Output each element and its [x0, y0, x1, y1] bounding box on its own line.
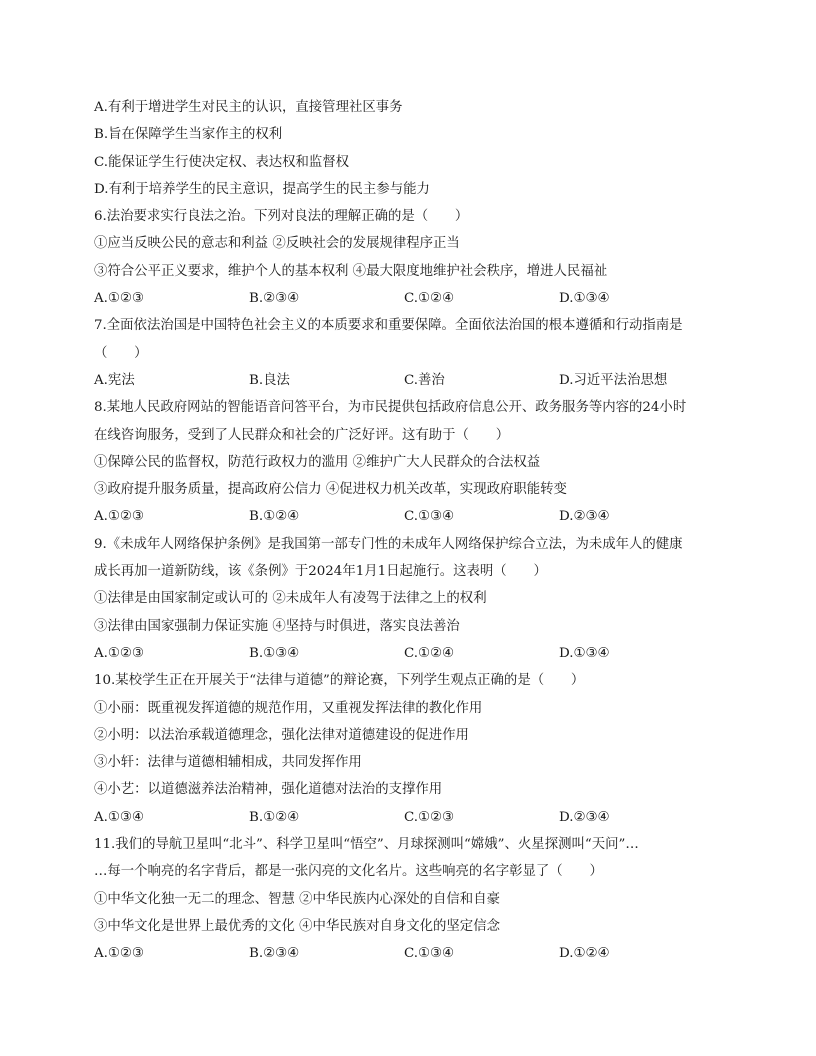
text-line: A.有利于增进学生对民主的认识，直接管理社区事务: [94, 100, 403, 115]
text-line: C.能保证学生行使决定权、表达权和监督权: [94, 154, 350, 170]
text-line: …每一个响亮的名字背后，都是一张闪亮的文化名片。这些响亮的名字彰显了（ ）: [94, 864, 603, 880]
text-line: D.有利于培养学生的民主意识，提高学生的民主参与能力: [94, 181, 430, 197]
answer-option: C.①②③: [404, 809, 455, 825]
answer-option: C.①③④: [404, 946, 455, 962]
answer-option: D.习近平法治思想: [559, 372, 668, 388]
text-line: 11.我们的导航卫星叫“北斗”、科学卫星叫“悟空”、月球探测叫“嫦娥”、火星探测叫“天问”…: [94, 837, 639, 853]
answer-option: D.①②④: [559, 946, 610, 962]
answer-option: B.①②④: [249, 809, 300, 825]
text-line: 7.全面依法治国是中国特色社会主义的本质要求和重要保障。全面依法治国的根本遵循和行动指南是: [94, 318, 683, 334]
answer-option: B.②③④: [249, 946, 300, 962]
text-line: （ ）: [94, 345, 148, 361]
answer-option: A.①②③: [94, 645, 144, 661]
answer-options-row: [94, 367, 724, 394]
answer-option: A.①②③: [94, 946, 144, 962]
answer-option: D.②③④: [559, 509, 610, 525]
text-line: ①小丽：既重视发挥道德的规范作用，又重视发挥法律的教化作用: [94, 700, 483, 716]
answer-option: C.①②④: [404, 291, 455, 307]
answer-option: B.①③④: [249, 645, 300, 661]
text-line: 9.《未成年人网络保护条例》是我国第一部专门性的未成年人网络保护综合立法，为未成年人的健康: [94, 536, 683, 552]
text-line: ③法律由国家强制力保证实施 ④坚持与时俱进，落实良法善治: [94, 618, 460, 634]
text-line: ②小明：以法治承载道德理念，强化法律对道德建设的促进作用: [94, 727, 469, 743]
text-line: ①法律是由国家制定或认可的 ②未成年人有凌驾于法律之上的权利: [94, 591, 487, 607]
text-line: ③政府提升服务质量，提高政府公信力 ④促进权力机关改革，实现政府职能转变: [94, 482, 567, 498]
text-line: 10.某校学生正在开展关于“法律与道德”的辩论赛，下列学生观点正确的是（ ）: [94, 673, 585, 689]
answer-option: A.①②③: [94, 509, 144, 525]
text-line: ④小艺：以道德滋养法治精神，强化道德对法治的支撑作用: [94, 782, 443, 798]
text-line: 6.法治要求实行良法之治。下列对良法的理解正确的是（ ）: [94, 209, 469, 225]
text-line: ①保障公民的监督权，防范行政权力的滥用 ②维护广大人民群众的合法权益: [94, 454, 541, 470]
answer-option: D.①③④: [559, 645, 610, 661]
text-line: ③小轩：法律与道德相辅相成，共同发挥作用: [94, 755, 362, 771]
answer-option: B.良法: [249, 372, 290, 388]
text-line: 8.某地人民政府网站的智能语音问答平台，为市民提供包括政府信息公开、政务服务等内容的24小时: [94, 400, 687, 416]
text-line: ③中华文化是世界上最优秀的文化 ④中华民族对自身文化的坚定信念: [94, 918, 500, 934]
answer-options-row: [94, 285, 724, 312]
text-line: 成长再加一道新防线，该《条例》于2024年1月1日起施行。这表明（ ）: [94, 564, 547, 580]
answer-option: A.宪法: [94, 372, 135, 388]
text-line: ①中华文化独一无二的理念、智慧 ②中华民族内心深处的自信和自豪: [94, 891, 500, 907]
answer-options-row: [94, 503, 724, 530]
text-line: 在线咨询服务，受到了人民群众和社会的广泛好评。这有助于（ ）: [94, 427, 510, 443]
answer-option: D.①③④: [559, 291, 610, 307]
answer-options-row: [94, 804, 724, 831]
answer-option: A.①③④: [94, 809, 144, 825]
exam-page: [94, 94, 724, 968]
answer-option: D.②③④: [559, 809, 610, 825]
text-line: ①应当反映公民的意志和利益 ②反映社会的发展规律程序正当: [94, 236, 460, 252]
answer-option: C.①②④: [404, 645, 455, 661]
text-line: B.旨在保障学生当家作主的权利: [94, 127, 283, 143]
answer-option: C.善治: [404, 372, 445, 388]
answer-options-row: [94, 640, 724, 667]
answer-option: C.①③④: [404, 509, 455, 525]
answer-option: A.①②③: [94, 291, 144, 307]
answer-option: B.①②④: [249, 509, 300, 525]
answer-option: B.②③④: [249, 291, 300, 307]
answer-options-row: [94, 940, 724, 967]
text-line: ③符合公平正义要求，维护个人的基本权利 ④最大限度地维护社会秩序，增进人民福祉: [94, 263, 608, 279]
